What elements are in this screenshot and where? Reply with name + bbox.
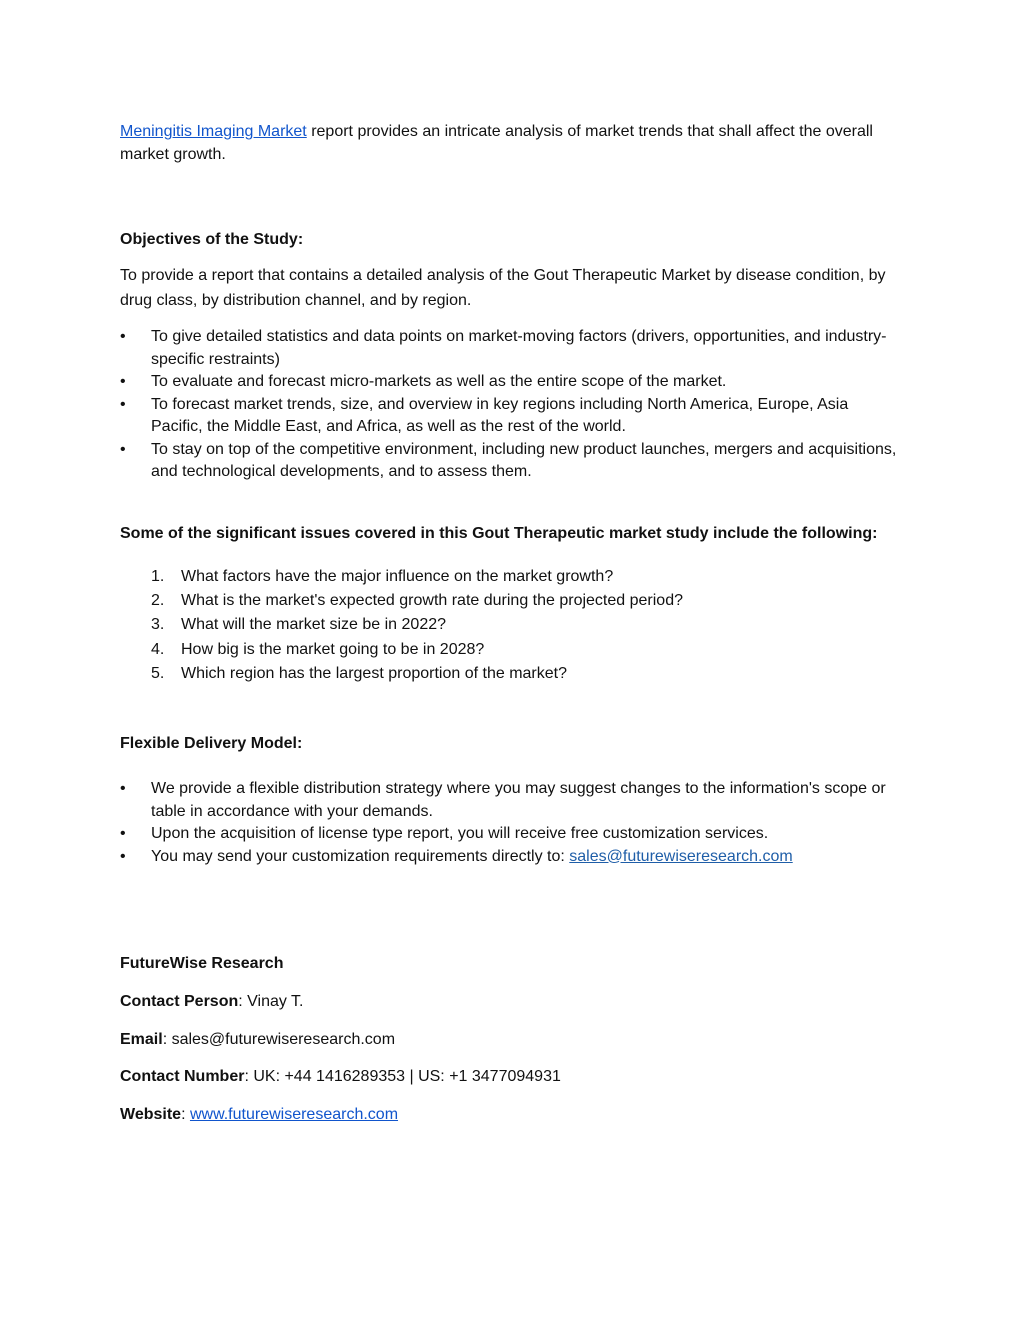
contact-email: Email: sales@futurewiseresearch.com bbox=[120, 1031, 396, 1048]
website-link[interactable]: www.futurewiseresearch.com bbox=[189, 1106, 399, 1123]
contact-number: Contact Number: UK: +44 1416289353 | US: +1 3477094931 bbox=[120, 1068, 561, 1085]
list-item: 1. What factors have the major influence on the market growth? bbox=[151, 568, 614, 585]
intro-paragraph bbox=[120, 120, 900, 166]
delivery-heading: Flexible Delivery Model: bbox=[120, 735, 303, 752]
contact-website: Website: www.futurewiseresearch.com bbox=[120, 1106, 399, 1123]
list-item: • To evaluate and forecast micro-markets as well as the entire scope of the market. bbox=[120, 371, 900, 394]
list-item: 4. How big is the market going to be in 2028? bbox=[151, 640, 485, 658]
list-item: • You may send your customization requirements directly to: sales@futurewiseresearch.com bbox=[120, 846, 900, 869]
contact-person: Contact Person: Vinay T. bbox=[120, 993, 304, 1010]
bullet-icon: • bbox=[120, 440, 126, 458]
objectives-bullet-list bbox=[120, 326, 900, 484]
objectives-heading: Objectives of the Study: bbox=[120, 231, 304, 248]
list-item: • To stay on top of the competitive environment, including new product launches, mergers and acquisitions, and technological developments, and to assess them. bbox=[120, 440, 897, 480]
list-item: • To forecast market trends, size, and overview in key regions including North America, Europe, Asia Pacific, the Middle East, and Africa, as well as the rest of the world. bbox=[120, 395, 849, 435]
intro-text: report provides an intricate analysis of market trends that shall affect the overall market growth. bbox=[120, 123, 873, 163]
list-item: 5. Which region has the largest proportion of the market? bbox=[151, 664, 567, 682]
list-item: • We provide a flexible distribution strategy where you may suggest changes to the information's scope or table in accordance with your demands. bbox=[120, 780, 886, 820]
bullet-icon: • bbox=[120, 780, 126, 797]
bullet-icon: • bbox=[120, 328, 126, 345]
bullet-icon: • bbox=[120, 373, 126, 390]
issues-heading: Some of the significant issues covered in this Gout Therapeutic market study include the following: bbox=[120, 525, 878, 542]
list-item: • To give detailed statistics and data points on market-moving factors (drivers, opportunities, and industry-specific restraints) bbox=[120, 328, 887, 368]
objectives-paragraph: To provide a report that contains a detailed analysis of the Gout Therapeutic Market by disease condition, by drug class, by distribution channel, and by region. bbox=[120, 267, 886, 309]
delivery-bullet-list bbox=[120, 778, 900, 868]
company-name: FutureWise Research bbox=[120, 955, 284, 972]
list-item: 3. What will the market size be in 2022? bbox=[151, 616, 447, 634]
sales-email-link[interactable]: sales@futurewiseresearch.com bbox=[569, 847, 793, 865]
bullet-icon: • bbox=[120, 395, 126, 413]
list-item: 2. What is the market's expected growth rate during the projected period? bbox=[151, 592, 683, 610]
bullet-icon: • bbox=[120, 847, 126, 865]
list-item: • Upon the acquisition of license type report, you will receive free customization services. bbox=[120, 823, 900, 846]
issues-numbered-list bbox=[120, 565, 900, 686]
intro-market-link[interactable]: Meningitis Imaging Market bbox=[120, 123, 307, 140]
bullet-icon: • bbox=[120, 825, 126, 842]
